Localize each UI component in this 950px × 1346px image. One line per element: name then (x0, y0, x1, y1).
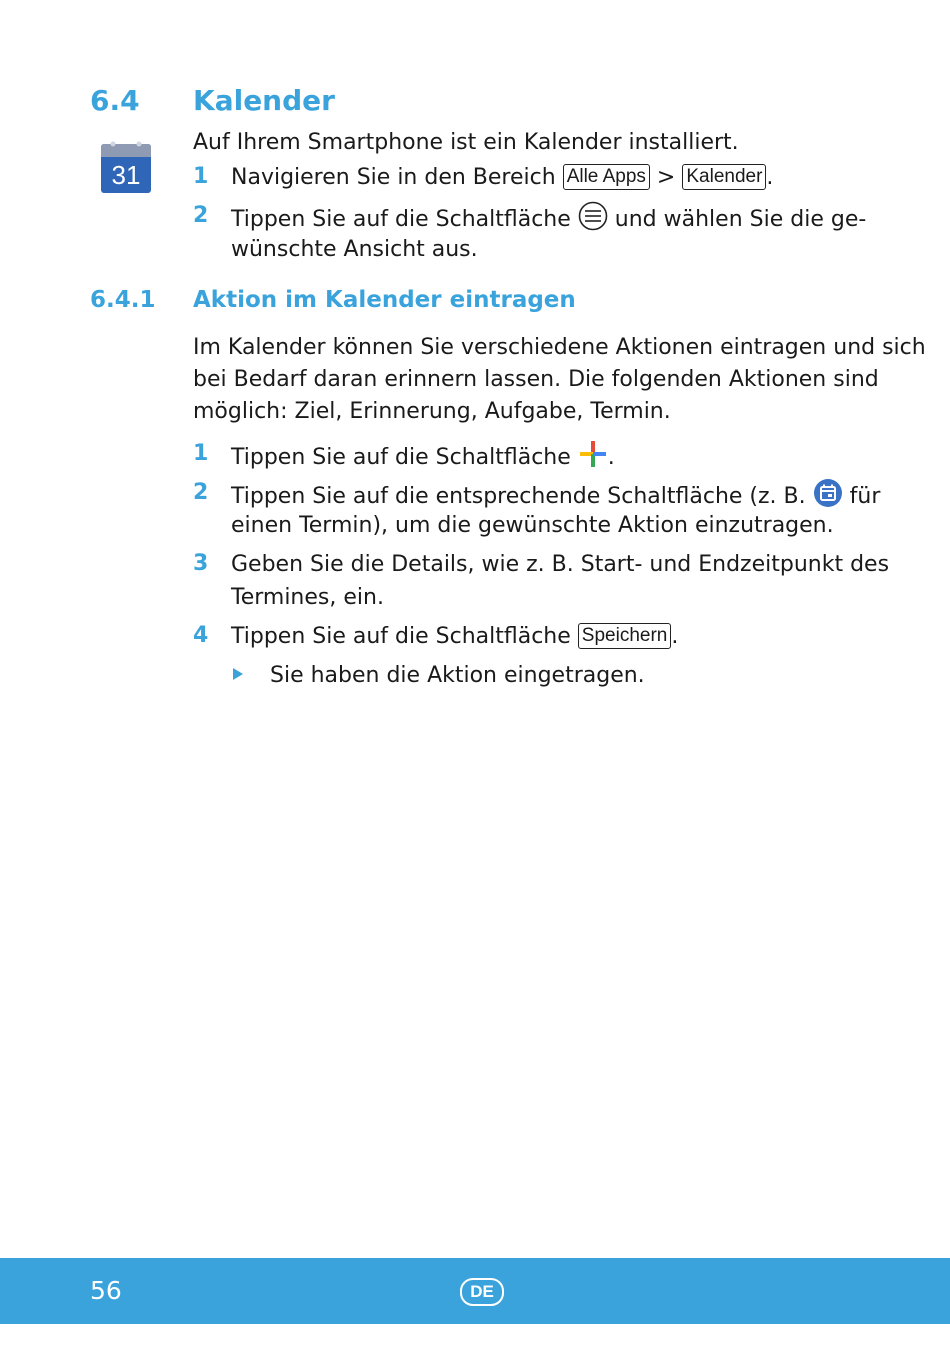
subsection-number: 6.4.1 (90, 287, 156, 313)
subsection-title: Aktion im Kalender eintragen (193, 287, 576, 313)
alle-apps-button[interactable]: Alle Apps (563, 164, 650, 190)
step-text (231, 162, 773, 194)
step-text-before: Tippen Sie auf die Schaltfläche (231, 445, 571, 470)
step-number: 2 (193, 203, 209, 228)
menu-lines-icon[interactable] (578, 201, 608, 231)
step-text-after: . (766, 165, 774, 190)
step-text-before: Tippen Sie auf die entsprechende Schaltfläche (z. B. (231, 484, 806, 509)
calendar-icon-day: 31 (111, 160, 141, 190)
separator: > (656, 165, 676, 190)
step-text-line2: einen Termin), um die gewünschte Aktion einzutragen. (231, 513, 834, 538)
step-text-after: . (671, 624, 679, 649)
step-text-after: . (607, 445, 615, 470)
step-text: Geben Sie die Details, wie z. B. Start- und Endzeitpunkt des (231, 552, 890, 577)
intro-text: Auf Ihrem Smartphone ist ein Kalender installiert. (193, 130, 739, 155)
section-number: 6.4 (90, 84, 140, 117)
speichern-button[interactable]: Speichern (578, 623, 672, 649)
step-number: 4 (193, 623, 209, 648)
section-title: Kalender (193, 84, 335, 117)
step-text (231, 478, 880, 513)
step-text-line2: Termines, ein. (231, 585, 384, 610)
paragraph-line: möglich: Ziel, Erinnerung, Aufgabe, Termin. (193, 399, 671, 424)
language-badge: DE (460, 1278, 504, 1306)
step-text-line2: wünschte Ansicht aus. (231, 237, 478, 262)
step-text-after: und wählen Sie die ge- (614, 207, 867, 232)
step-text-before: Tippen Sie auf die Schaltfläche (231, 207, 571, 232)
result-arrow-icon (233, 668, 243, 680)
step-number: 2 (193, 480, 209, 505)
step-text (231, 439, 615, 474)
step-number: 3 (193, 551, 209, 576)
step-text-before: Navigieren Sie in den Bereich (231, 165, 556, 190)
event-icon[interactable] (813, 478, 843, 508)
step-text (231, 621, 678, 653)
result-text: Sie haben die Aktion eingetragen. (270, 663, 645, 688)
step-number: 1 (193, 441, 209, 466)
step-text (231, 201, 866, 236)
page-number: 56 (90, 1276, 122, 1305)
step-number: 1 (193, 164, 209, 189)
paragraph-line: bei Bedarf daran erinnern lassen. Die folgenden Aktionen sind (193, 367, 879, 392)
kalender-button[interactable]: Kalender (682, 164, 766, 190)
step-text-after: für (849, 484, 881, 509)
add-plus-icon[interactable] (578, 439, 608, 469)
paragraph-line: Im Kalender können Sie verschiedene Aktionen eintragen und sich (193, 335, 926, 360)
calendar-app-icon (100, 140, 152, 194)
step-text-before: Tippen Sie auf die Schaltfläche (231, 624, 571, 649)
